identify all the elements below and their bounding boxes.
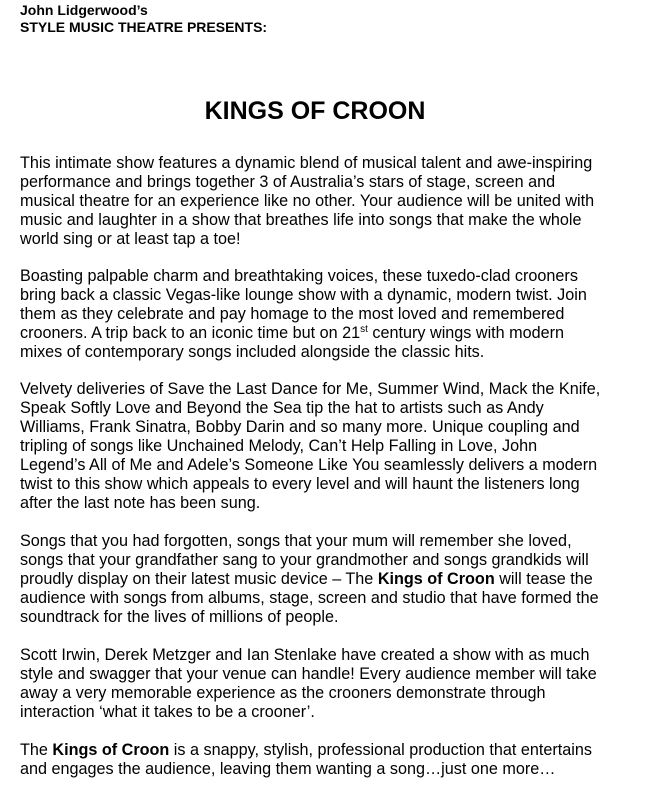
text-span: century wings with modern [367, 324, 565, 342]
presenter-line: John Lidgerwood’s [20, 2, 148, 18]
show-name-bold: Kings of Croon [377, 570, 495, 588]
text-line: world sing or at least tap a toe! [20, 230, 241, 248]
text-line: music and laughter in a show that breathes life into songs that make the whole [20, 211, 582, 229]
text-line: Songs that you had forgotten, songs that your mum will remember she loved, [20, 532, 572, 550]
text-line: interaction ‘what it takes to be a crooner’. [20, 703, 315, 721]
text-span: will tease the [494, 570, 593, 588]
paragraph-closing [20, 741, 645, 779]
text-span: is a snappy, stylish, professional production that entertains [169, 741, 592, 759]
paragraph-charm [20, 267, 645, 362]
text-line [20, 324, 645, 343]
text-line: Boasting palpable charm and breathtaking voices, these tuxedo-clad crooners [20, 267, 578, 285]
text-line: Legend’s All of Me and Adele’s Someone Like You seamlessly delivers a modern [20, 456, 598, 474]
text-line: bring back a classic Vegas-like lounge show with a dynamic, modern twist. Join [20, 286, 587, 304]
paragraph-songs [20, 380, 645, 513]
paragraph-forgotten [20, 532, 645, 627]
text-line: audience with songs from albums, stage, screen and studio that have formed the [20, 589, 599, 607]
text-line: songs that your grandfather sang to your grandmother and songs grandkids will [20, 551, 589, 569]
text-line: style and swagger that your venue can handle! Every audience member will take [20, 665, 597, 683]
presenter-header [20, 2, 267, 36]
text-line: away a very memorable experience as the crooners demonstrate through [20, 684, 546, 702]
presenter-line: STYLE MUSIC THEATRE PRESENTS: [20, 19, 268, 35]
paragraph-creators [20, 646, 645, 722]
text-line: performance and brings together 3 of Australia’s stars of stage, screen and [20, 173, 556, 191]
text-line: This intimate show features a dynamic blend of musical talent and awe-inspiring [20, 154, 593, 172]
paragraph-intro [20, 154, 645, 249]
text-line: musical theatre for an experience like no other. Your audience will be united with [20, 192, 595, 210]
text-line: after the last note has been sung. [20, 494, 261, 512]
text-line: tripling of songs like Unchained Melody, Can’t Help Falling in Love, John [20, 437, 538, 455]
text-line [20, 741, 645, 760]
text-line: Williams, Frank Sinatra, Bobby Darin and so many more. Unique coupling and [20, 418, 580, 436]
text-span: The [20, 741, 53, 759]
ordinal-suffix: st [360, 324, 368, 335]
text-line: Velvety deliveries of Save the Last Dance for Me, Summer Wind, Mack the Knife, [20, 380, 601, 398]
text-line [20, 570, 645, 589]
text-line: them as they celebrate and pay homage to the most loved and remembered [20, 305, 565, 323]
show-name-bold: Kings of Croon [52, 741, 170, 759]
text-span: proudly display on their latest music device – The [20, 570, 378, 588]
text-line: Speak Softly Love and Beyond the Sea tip the hat to artists such as Andy [20, 399, 544, 417]
text-span: crooners. A trip back to an iconic time but on 21 [20, 324, 361, 342]
text-line: Scott Irwin, Derek Metzger and Ian Stenlake have created a show with as much [20, 646, 590, 664]
text-line: and engages the audience, leaving them wanting a song…just one more… [20, 760, 556, 778]
text-line: soundtrack for the lives of millions of people. [20, 608, 339, 626]
text-line: twist to this show which appeals to every level and will haunt the listeners long [20, 475, 580, 493]
show-title: KINGS OF CROON [204, 97, 426, 125]
text-line: mixes of contemporary songs included alongside the classic hits. [20, 343, 485, 361]
